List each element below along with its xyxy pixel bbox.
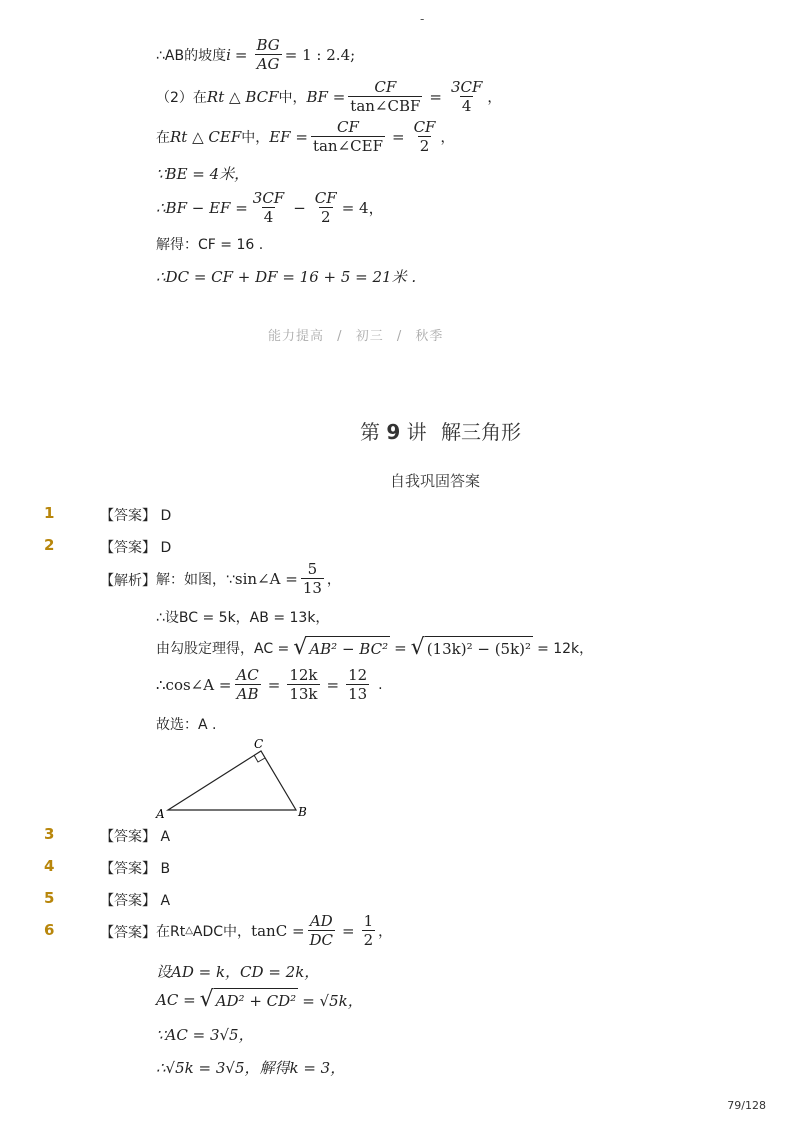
sin-prefix: 解：如图，∵ [156,571,235,588]
comma: ， [440,129,455,146]
vertex-label-b: B [298,805,307,819]
fraction-12-13 [346,666,369,703]
footer-season: 秋季 [415,329,444,344]
ac-lhs: AC = [156,991,196,1009]
fraction-denominator: 2 [419,137,430,155]
slope-ratio: = 1 : 2.4; [284,45,356,64]
pythagoras-prefix: 由勾股定理得，AC = [156,641,290,657]
ef-line [156,118,454,155]
cos-line [156,666,383,703]
triangle-bcf: Rt △ BCF [206,87,279,106]
sqrt-icon: √ [199,987,214,1012]
question-number: 5 [44,889,55,907]
fraction-numerator: CF [337,118,359,136]
triangle-shape [168,751,296,810]
equals-sign: = [326,675,340,694]
fraction-numerator: 12 [348,666,368,684]
equals-sign: = [429,87,442,106]
fraction-denominator: 4 [461,97,472,115]
fraction-bg-ag [254,36,281,73]
fraction-numerator: BG [256,36,280,54]
fraction-12k-13k [287,666,319,703]
fraction-ac-ab [234,666,260,703]
fraction-denominator: tan∠CEF [312,137,383,155]
comma: ， [326,571,341,588]
be-line: ∵BE = 4米， [156,165,250,183]
ac-given-line: ∵AC = 3√5， [156,1026,254,1044]
fraction-denominator: tan∠CBF [350,97,421,115]
footer-separator: / [337,329,343,344]
fraction-ad-dc [308,912,336,949]
answer-row [100,537,171,557]
fraction-numerator: CF [314,189,337,207]
vertex-label-a: A [156,807,165,821]
triangle-figure [150,734,320,824]
sqrt-icon: √ [293,635,308,660]
sqrt-expression [411,636,533,660]
lecture-number: 9 [386,420,401,444]
fraction-denominator: AG [256,55,280,73]
choose-line: 故选：A . [156,717,217,733]
fraction-numerator: 3CF [450,78,483,96]
analysis-tag: 【解析】 [100,573,156,589]
lecture-title [360,416,521,445]
question-number: 3 [44,825,55,843]
fraction-cf-2 [412,118,438,155]
answer-value: A [160,893,171,909]
answer-value: D [160,540,172,556]
ac-line [156,988,363,1012]
fraction-denominator: 2 [363,931,374,949]
fraction-numerator: 1 [363,912,374,930]
answer-tag: 【答案】 [100,893,156,909]
footer-course: 能力提高 [268,329,325,344]
bf-lhs: BF = [306,87,346,106]
fraction-1-2 [362,912,376,949]
tan-line [156,912,392,949]
sqrt-expression [200,988,299,1012]
fraction-numerator: 5 [307,560,318,578]
assume-ad-line: 设AD = k，CD = 2k， [156,963,320,981]
sqrt-icon: √ [410,635,425,660]
assume-line: ∴设BC = 5k，AB = 13k， [156,610,330,626]
footer-separator: / [396,329,403,344]
lecture-prefix: 第 [360,420,380,444]
cos-lhs: ∴cos∠A = [156,675,232,694]
answer-value: D [160,508,172,524]
fraction-cf-tan-cef [311,118,385,155]
solve-cf-line: 解得：CF = 16 . [156,237,264,253]
fraction-cf-tan [348,78,422,115]
triangle-symbol: △ [185,925,193,936]
footer-grade: 初三 [355,329,384,344]
equals-sign: = [234,45,248,64]
ef-prefix: 在 [156,129,170,146]
question-number: 6 [44,921,55,939]
equals-sign: = [394,639,407,657]
solve-k-result: k = 3， [289,1059,346,1077]
bf-mid: 中， [278,89,307,106]
lecture-suffix: 讲 [406,420,427,444]
sin-line [156,560,341,597]
fraction-cf-2 [313,189,339,226]
answer-tag: 【答案】 [100,861,156,877]
fraction-denominator: AB [236,685,259,703]
question-number: 2 [44,536,55,554]
equals-sign: = [267,675,281,694]
ef-lhs: EF = [269,127,308,146]
tan-mid: ADC中， [192,923,252,940]
fraction-numerator: 12k [289,666,318,684]
answer-tag: 【答案】 [100,829,156,845]
tan-prefix: 在Rt [156,923,186,940]
equals-sign: = [391,127,405,146]
answer-value: B [160,861,171,877]
ac-result: = √5k， [302,991,363,1010]
answer-row [100,826,170,846]
bf-minus-ef-lhs: ∴BF − EF = [156,198,248,217]
fraction-3cf-4 [449,78,484,115]
pythagoras-line [156,636,593,660]
radicand: AD² + CD² [214,988,299,1012]
fraction-5-13 [301,560,324,597]
period: . [378,676,383,693]
sqrt-expression [293,636,390,660]
equals-sign: = [342,921,355,940]
answer-row [100,858,170,878]
equals-four: = 4， [341,199,384,217]
answer-row [100,890,170,910]
solve-k-line [156,1057,345,1078]
solve-k-lhs: ∴√5k = 3√5，解得 [156,1059,290,1077]
pythagoras-result: = 12k， [537,641,594,657]
fraction-numerator: AC [236,666,259,684]
fraction-denominator: 13 [302,579,322,597]
answer-tag: 【答案】 [100,540,156,556]
fraction-denominator: 13k [289,685,318,703]
comma: ， [378,923,393,940]
triangle-cef: Rt △ CEF [170,127,242,146]
fraction-denominator: DC [309,931,334,949]
section-footer [268,325,443,344]
minus-sign: − [293,198,306,217]
sin-expr: sin∠A = [234,569,298,588]
slope-line [156,36,355,73]
fraction-denominator: 13 [348,685,368,703]
tan-expr: tanC = [251,921,305,940]
lecture-name: 解三角形 [441,420,521,444]
fraction-numerator: 3CF [252,189,285,207]
bf-line [156,78,501,115]
section-subtitle: 自我巩固答案 [390,472,481,490]
radicand: AB² − BC² [307,636,390,660]
slope-prefix: ∴AB的坡度 [156,47,227,64]
page-number: 79/128 [727,1099,766,1112]
answer-tag: 【答案】 [100,508,156,524]
fraction-numerator: AD [309,912,333,930]
ef-mid: 中， [241,129,270,146]
bf-minus-ef-line [156,189,384,226]
answer-row [100,505,171,525]
fraction-denominator: 4 [263,208,274,226]
bf-prefix: （2）在 [156,89,207,106]
fraction-numerator: CF [374,78,397,96]
comma: ， [487,89,502,106]
question-number: 4 [44,857,55,875]
fraction-3cf-4 [251,189,286,226]
fraction-numerator: CF [413,118,436,136]
question-number: 1 [44,504,55,522]
answer-tag: 【答案】 [100,925,156,941]
slope-i: i [226,45,231,64]
fraction-denominator: 2 [320,208,331,226]
dc-result-line: ∴DC = CF + DF = 16 + 5 = 21米 . [156,268,417,286]
top-mark: - [420,12,425,26]
answer-value: A [160,829,171,845]
radicand: (13k)² − (5k)² [425,636,533,660]
vertex-label-c: C [254,737,264,751]
